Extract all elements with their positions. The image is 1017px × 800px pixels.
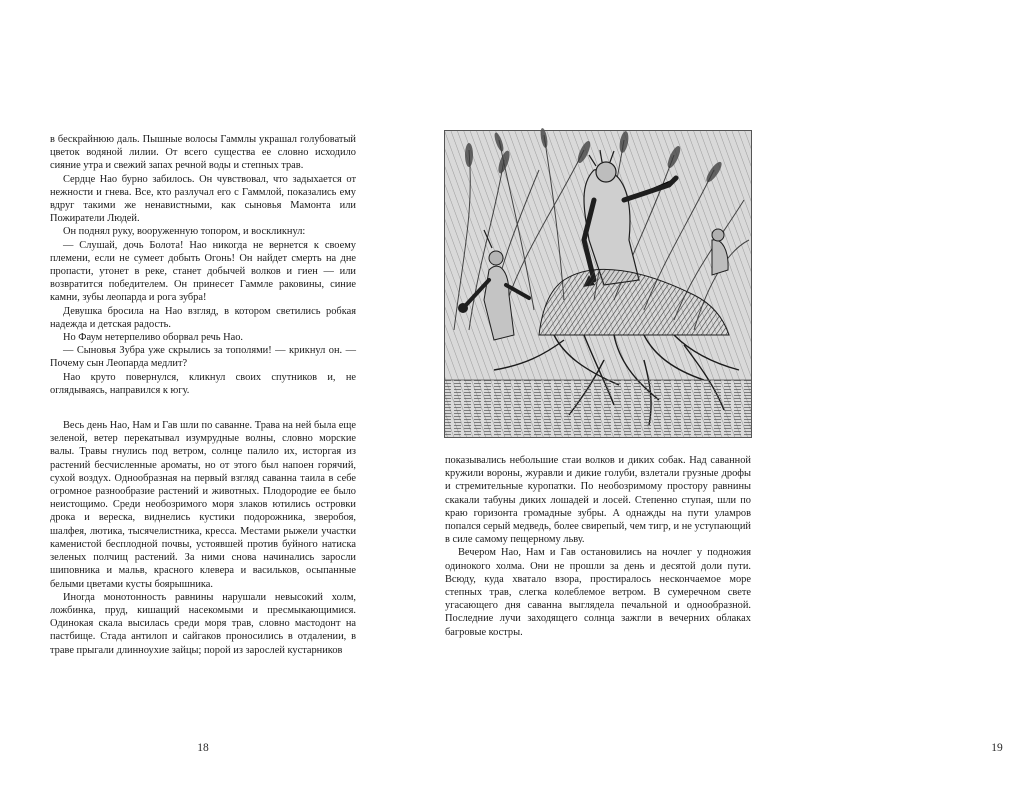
paragraph: Иногда монотонность равнины нарушали невысокий холм, ложбинка, пруд, кишащий насекомыми и пресмыкающимися. Одинокая скала высилась среди моря трав, словно мастодонт на пастбище. Стада антилоп и сайгаков проносились в отдалении, в траве прыгали длинноухие зайцы; порой из зарослей кустарников bbox=[50, 591, 356, 656]
page-number: 19 bbox=[991, 742, 1003, 754]
paragraph: Девушка бросила на Нао взгляд, в котором светились робкая надежда и детская радость. bbox=[50, 305, 356, 330]
section-gap bbox=[50, 397, 356, 419]
page-number: 18 bbox=[197, 742, 209, 754]
paragraph: Нао круто повернулся, кликнул своих спутников и, не оглядываясь, направился к югу. bbox=[50, 371, 356, 396]
paragraph: Но Фаум нетерпеливо оборвал речь Нао. bbox=[63, 332, 244, 344]
engraving-icon bbox=[444, 130, 752, 438]
paragraph: показывались небольшие стаи волков и диких собак. Над саванной кружили вороны, журавли и дикие голуби, взлетали грузные дрофы и стремительные куропатки. По необозримому простору равнины скакали табуны диких лошадей и лосей. Степенно ступая, шли по краю горизонта громадные зубры. А однажды на пути уламров попался серый медведь, более свирепый, чем тигр, и не уступающий в силе самому пещерному льву. bbox=[445, 455, 751, 546]
paragraph: — Сыновья Зубра уже скрылись за тополями! — крикнул он. — Почему сын Леопарда медлит? bbox=[50, 345, 356, 370]
left-page-text bbox=[50, 133, 356, 657]
paragraph: Весь день Нао, Нам и Гав шли по саванне. Трава на ней была еще зеленой, ветер перекатывал изумрудные волны, словно морские валы. Травы гнулись под ветром, солнце палило их, исторгая из растений бесчисленные ароматы, но от этого был напоен горячий, сухой воздух. Однообразная на первый взгляд саванна таила в себе огромное разнообразие растений и животных. Плодородие ее было неистощимо. Среди необозримого моря злаков ютились островки дрока и вереска, виднелись кустики подорожника, зверобоя, шалфея, лютика, тысячелистника, кресса. Местами рыжели участки каменистой бесплодной почвы, устоявшей против буйного натиска зеленых полчищ растений. За ними снова начинались заросли шиповника и мальв, красного клевера и васильков, осыпанные белыми цветами кусты боярышника. bbox=[50, 420, 356, 590]
paragraph: Сердце Нао бурно забилось. Он чувствовал, что задыхается от нежности и гнева. Все, кто разлучал его с Гаммлой, показались ему вдруг такими же ненавистными, как сыновья Мамонта или Пожиратели Людей. bbox=[50, 173, 356, 225]
paragraph: Вечером Нао, Нам и Гав остановились на ночлег у подножия одинокого холма. Они не прошли за день и десятой доли пути. Всюду, куда хватало взора, простиралось нескончаемое море степных трав, слегка колеблемое ветром. В сумеречном свете угасающего дня саванна выглядела печальной и однообразной. Последние лучи заходящего солнца зажгли в вечерних облаках багровые костры. bbox=[445, 547, 751, 638]
paragraph: Он поднял руку, вооруженную топором, и воскликнул: bbox=[63, 226, 306, 238]
left-page bbox=[0, 0, 400, 800]
paragraph: — Слушай, дочь Болота! Нао никогда не вернется к своему племени, если не сумеет добыть Огонь! Он найдет смерть на дне пропасти, утонет в реке, станет добычей волков и гиен — или возвратится победителем. Он принесет Гаммле раковины, синие камни, зубы леопарда и рога зубра! bbox=[50, 239, 356, 304]
paragraph: в бескрайнюю даль. Пышные волосы Гаммлы украшал голубоватый цветок водяной лилии. От всего существа ее словно исходило сияние утра и свежий запах речной воды и степных трав. bbox=[50, 134, 356, 172]
engraving-illustration bbox=[444, 130, 752, 438]
right-page-text bbox=[445, 454, 751, 639]
